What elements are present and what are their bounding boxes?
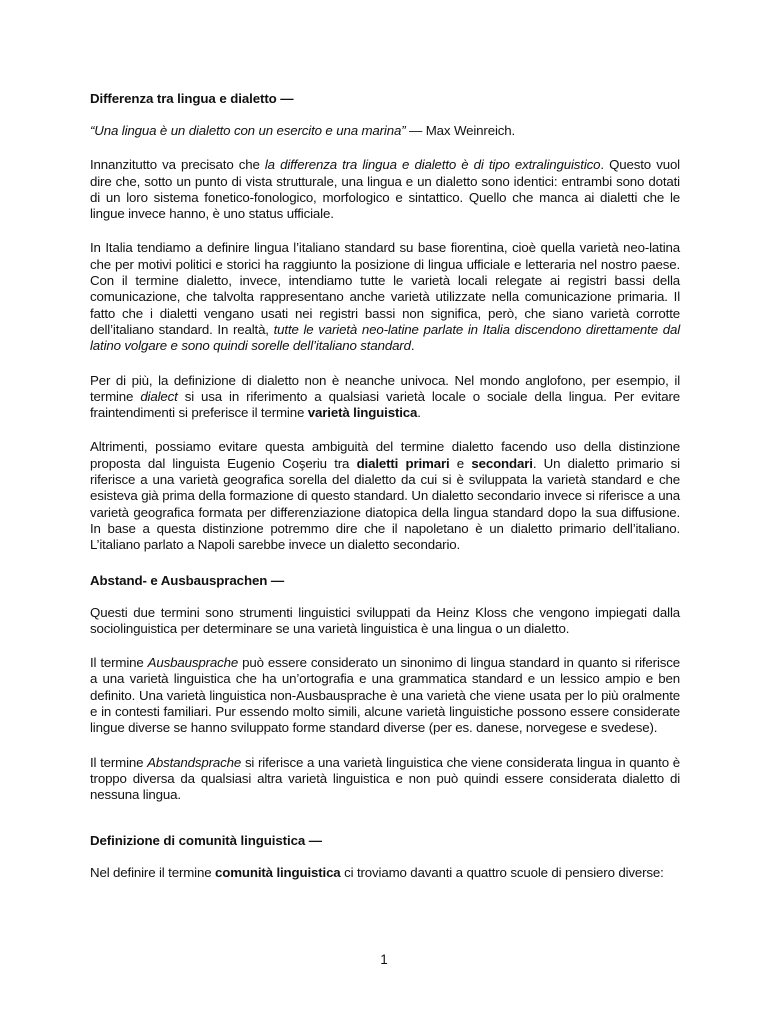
text-run: può essere considerato un sinonimo di lingua standard in quanto si riferisce a una varietà linguistica che ha un’ortografia e una grammatica standard e un lessico ampio e ben definito. Una varietà linguistica non-Ausbausprache è una varietà che viene usata per lo più oralmente e in contesti familiari. Pur essendo molto simili, alcune varietà linguistiche possono essere considerate lingue diverse se hanno sviluppato forme standard diverse (per es. danese, norvegese e svedese). (90, 655, 680, 736)
italic-run: Ausbausprache (147, 655, 239, 671)
section-heading-abstand-ausbau: Abstand- e Ausbausprachen — (90, 572, 285, 588)
bold-run: secondari (471, 455, 533, 471)
text-run: si usa in riferimento a qualsiasi varietà locale o sociale della lingua. Per evitare fraintendimenti si preferisce il termine (90, 388, 680, 421)
text-run: si riferisce a una varietà linguistica che viene considerata lingua in quanto è troppo diversa da qualsiasi altra varietà linguistica e non può quindi essere considerata dialetto di nessuna lingua. (90, 754, 680, 803)
text-run: . (410, 338, 415, 354)
paragraph (90, 605, 680, 638)
text-run: Innanzitutto va precisato che (90, 157, 265, 173)
paragraph (90, 655, 680, 736)
text-run: Nel definire il termine (90, 864, 215, 880)
italic-run: dialect (140, 388, 178, 404)
text-run: Questi due termini sono strumenti linguistici sviluppati da Heinz Kloss che vengono impiegati dalla sociolinguistica per determinare se una varietà linguistica è una lingua o un dialetto. (90, 604, 680, 636)
italic-run: tutte le varietà neo-latine parlate in Italia discendono direttamente dal latino volgare e sono quindi sorelle dell’italiano standard (90, 321, 680, 354)
paragraph (90, 373, 680, 422)
weinreich-quote (90, 123, 680, 139)
bold-run: varietà linguistica (307, 405, 418, 421)
bold-run: dialetti primari (356, 455, 450, 471)
page-number: 1 (380, 952, 388, 967)
paragraph (90, 439, 680, 553)
italic-run: Abstandsprache (147, 754, 242, 770)
paragraph (90, 865, 680, 881)
text-run: Il termine (90, 655, 148, 671)
text-run: e (449, 455, 472, 471)
document-page (90, 90, 680, 899)
quote-text: “Una lingua è un dialetto con un esercito e una marina” (90, 123, 406, 138)
section-heading-lingua-dialetto: Differenza tra lingua e dialetto — (90, 91, 294, 106)
text-run: . Questo vuol dire che, sotto un punto di vista strutturale, una lingua e un dialetto sono identici: entrambi sono dotati di un loro sistema fonetico-fonologico, morfologico e sintattico. Quello che manca ai dialetti che le lingue invece hanno, è uno status ufficiale. (90, 157, 680, 222)
paragraph (90, 755, 680, 804)
paragraph (90, 157, 680, 222)
text-run: Il termine (90, 754, 148, 770)
italic-run: la differenza tra lingua e dialetto è di tipo extralinguistico (264, 157, 601, 173)
text-run: ci troviamo davanti a quattro scuole di pensiero diverse: (340, 864, 664, 880)
text-run: Per di più, la definizione di dialetto non è neanche univoca. Nel mondo anglofono, per esempio, il termine (90, 372, 680, 404)
paragraph (90, 240, 680, 354)
spacer (90, 822, 680, 832)
text-run: . (417, 405, 421, 421)
bold-run: comunità linguistica (215, 864, 341, 880)
quote-attribution: — Max Weinreich. (405, 123, 516, 138)
text-run: Altrimenti, possiamo evitare questa ambiguità del termine dialetto facendo uso della distinzione proposta dal linguista Eugenio Coşeriu tra (90, 439, 680, 471)
section-heading-comunita: Definizione di comunità linguistica — (90, 832, 322, 848)
text-run: In Italia tendiamo a definire lingua l’italiano standard su base fiorentina, cioè quella varietà neo-latina che per motivi politici e storici ha raggiunto la posizione di lingua ufficiale e letteraria nel nostro paese. Con il termine dialetto, invece, intendiamo tutte le varietà locali relegate ai registri bassi della comunicazione, che talvolta rappresentano anche varietà utilizzate nella comunicazione primaria. Il fatto che i dialetti vengano usati nei registri bassi non significa, però, che siano varietà corrotte dell’italiano standard. In realtà, (90, 240, 680, 337)
text-run: . Un dialetto primario si riferisce a una varietà geografica sorella del dialetto da cui si è sviluppata la varietà standard e che esisteva già prima della formazione di questo standard. Un dialetto secondario invece si riferisce a una varietà geografica formata per differenziazione diatopica della lingua standard dopo la sua diffusione. In base a questa distinzione potremmo dire che il napoletano è un dialetto primario dell’italiano. L’italiano parlato a Napoli sarebbe invece un dialetto secondario. (90, 455, 680, 553)
